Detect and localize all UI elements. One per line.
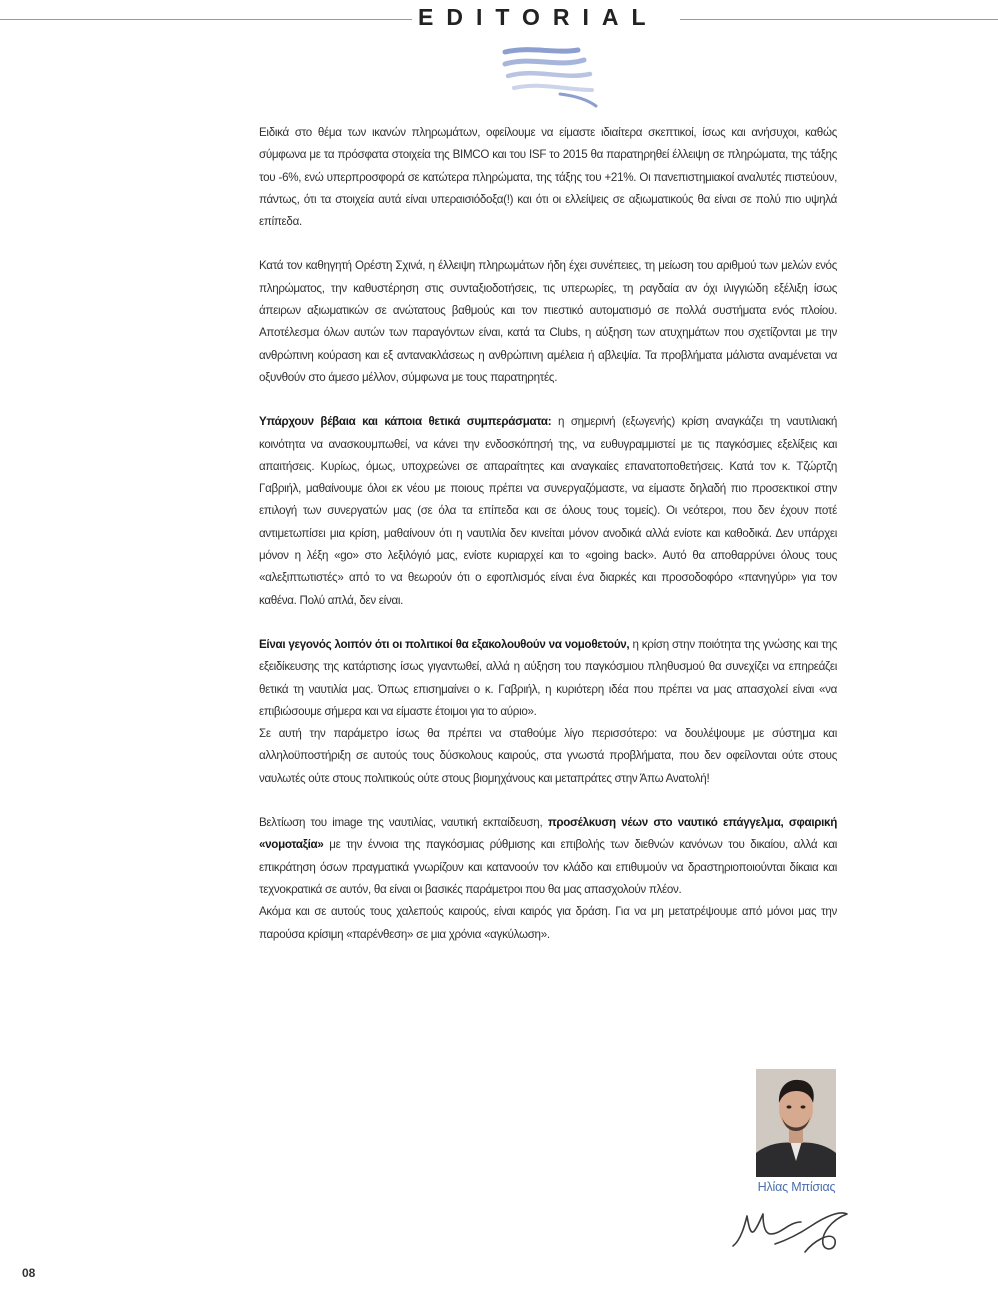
author-name: Ηλίας Μπίσιας — [757, 1180, 836, 1194]
header-rule-left — [0, 19, 412, 20]
blue-waves-icon — [500, 44, 600, 108]
header-rule-right — [680, 19, 998, 20]
paragraph-5 — [259, 812, 837, 946]
paragraph-3-lead: Υπάρχουν βέβαια και κάποια θετικά συμπεράσματα: — [259, 415, 552, 429]
paragraph-4 — [259, 634, 837, 790]
author-signature — [727, 1200, 857, 1260]
paragraph-5-continuation: Ακόμα και σε αυτούς τους χαλεπούς καιρούς, είναι καιρός για δράση. Για να μη μετατρέψουμε από μόνοι μας την παρούσα κρίσιμη «παρένθεση» σε μια χρόνια «αγκύλωση». — [259, 905, 837, 941]
author-photo — [756, 1069, 836, 1177]
paragraph-4-body: η κρίση στην ποιότητα της γνώσης και της εξειδίκευσης της κατάρτισης ίσως γιγαντωθεί, αλλά η αύξηση του παγκόσμιου πληθυσμού θα συνεχίζει να επηρεάζει θετικά τη ναυτιλία μας. Όπως επισημαίνει ο κ. Γαβριήλ, η κυριότερη ιδέα που πρέπει να μας απασχολεί είναι «να επιβιώσουμε σήμερα και να είμαστε έτοιμοι για το αύριο». — [259, 637, 837, 718]
paragraph-3-body: η σημερινή (εξωγενής) κρίση αναγκάζει τη ναυτιλιακή κοινότητα να ανασκουμπωθεί, να κάνει την ενδοσκόπησή της, να ευθυγραμμιστεί με τις παγκόσμιες εξελίξεις και απαιτήσεις. Κυρίως, όμως, υποχρεώνει σε απαραίτητες και αναγκαίες επανατοποθετήσεις. Κατά τον κ. Τζώρτζη Γαβριήλ, μαθαίνουμε όλοι εκ νέου με ποιους πρέπει να συνεργαζόμαστε, να είμαστε δηλαδή πιο προσεκτικοί στην επιλογή των συνεργατών μας (σε όλα τα επίπεδα και σε όλους τους τομείς). Οι νεότεροι, που δεν έχουν ποτέ αντιμετωπίσει μια κρίση, μαθαίνουν ότι η ναυτιλία δεν κινείται μόνον ανοδικά αλλά ενίοτε και καθοδικά. Δεν υπάρχει μόνον η λέξη «go» στο λεξιλόγιό μας, ενίοτε κυριαρχεί και το «going back». Αυτό θα αποθαρρύνει όλους τους «αλεξιπτωτιστές» από το να θεωρούν ότι ο εφοπλισμός είναι ένα διαρκές και προσοδοφόρο «πανηγύρι» για τον καθένα. Πολύ απλά, δεν είναι. — [259, 415, 837, 607]
paragraph-5-emphasis: προσέλκυση νέων στο ναυτικό επάγγελμα, σφαιρική «νομοταξία» — [259, 816, 837, 852]
section-title: EDITORIAL — [418, 4, 659, 30]
paragraph-5-start: Βελτίωση του image της ναυτιλίας, ναυτική εκπαίδευση, — [259, 816, 548, 830]
paragraph-4-lead: Είναι γεγονός λοιπόν ότι οι πολιτικοί θα εξακολουθούν να νομοθετούν, — [259, 637, 630, 651]
editorial-article — [259, 122, 837, 968]
paragraph-5-body: με την έννοια της παγκόσμιας ρύθμισης και επιβολής των διεθνών κανόνων του δικαίου, αλλά και επικράτηση όσων πραγματικά γνωρίζουν και κατανοούν τον κλάδο και επιθυμούν να δραστηριοποιούνται δίκαια και τεχνοκρατικά σε αυτόν, θα είναι οι βασικές παράμετροι που θα μας απασχολούν πλέον. — [259, 838, 837, 896]
paragraph-4-continuation: Σε αυτή την παράμετρο ίσως θα πρέπει να σταθούμε λίγο περισσότερο: να δουλέψουμε με σύστημα και αλληλοϋποστήριξη σε αυτούς τους δύσκολους καιρούς, στα γνωστά προβλήματα, που δεν οφείλονται ούτε στους ναυλωτές ούτε στους πολιτικούς ούτε στους βιομηχάνους και μεταπράτες στην Άπω Ανατολή! — [259, 727, 837, 785]
page-number: 08 — [22, 1266, 36, 1280]
paragraph-1: Ειδικά στο θέμα των ικανών πληρωμάτων, οφείλουμε να είμαστε ιδιαίτερα σκεπτικοί, ίσως και ανήσυχοι, καθώς σύμφωνα με τα πρόσφατα στοιχεία της BIMCO και του ISF το 2015 θα παρατηρηθεί έλλειψη σε πληρώματα, της τάξης του -6%, ενώ υπερπροσφορά σε κατώτερα πληρώματα, της τάξης του +21%. Οι πανεπιστημιακοί αναλυτές πιστεύουν, πάντως, ότι τα στοιχεία αυτά είναι υπεραισιόδοξα(!) και ότι οι ελλείψεις σε αξιωματικούς θα είναι σε πολύ πιο υψηλά επίπεδα. — [259, 126, 837, 229]
paragraph-2: Κατά τον καθηγητή Ορέστη Σχινά, η έλλειψη πληρωμάτων ήδη έχει συνέπειες, τη μείωση του αριθμού των μελών ενός πληρώματος, την καθυστέρηση στις συνταξιοδοτήσεις, τις υπερωρίες, τη ραγδαία αν όχι ιλιγγιώδη εξέλιξη ίσως άπειρων αξιωματικών σε ανώτατους βαθμούς και τον πιεστικό αυτοματισμό σε πολλά συστήματα ενός πλοίου. Αποτέλεσμα όλων αυτών των παραγόντων είναι, κατά τα Clubs, η αύξηση των ατυχημάτων που σχετίζονται με την ανθρώπινη κούραση και εξ αντανακλάσεως η ανθρώπινη αμέλεια ή αβλεψία. Τα προβλήματα μάλιστα αναμένεται να οξυνθούν στο άμεσο μέλλον, σύμφωνα με τους παρατηρητές. — [259, 259, 837, 384]
paragraph-3 — [259, 411, 837, 612]
